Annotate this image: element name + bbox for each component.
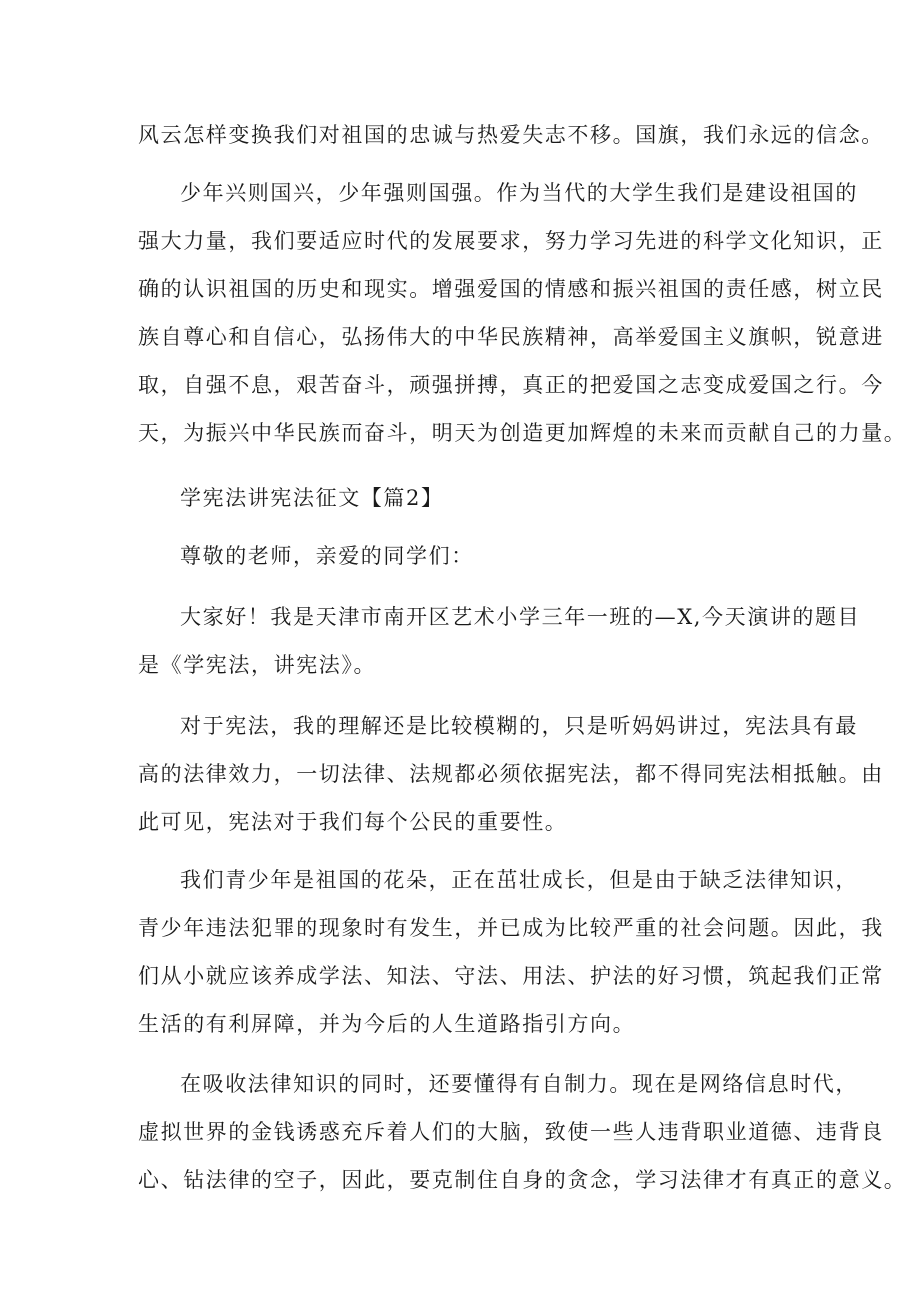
text-line: 尊敬的老师，亲爱的同学们： bbox=[180, 544, 474, 568]
text-line: 天，为振兴中华民族而奋斗，明天为创造更加辉煌的未来而贡献自己的力量。 bbox=[138, 421, 907, 445]
text-line: 此可见，宪法对于我们每个公民的重要性。 bbox=[138, 810, 568, 834]
heading-text: 学宪法讲宪法征文【篇2】 bbox=[180, 486, 444, 510]
text-line: 是《学宪法，讲宪法》。 bbox=[138, 653, 377, 677]
paragraph-constitution bbox=[138, 702, 884, 846]
text-line: 确的认识祖国的历史和现实。增强爱国的情感和振兴祖国的责任感，树立民 bbox=[138, 277, 884, 301]
salutation bbox=[138, 532, 802, 580]
text-line: 族自尊心和自信心，弘扬伟大的中华民族精神，高举爱国主义旗帜，锐意进 bbox=[138, 325, 884, 349]
text-line: 高的法律效力，一切法律、法规都必须依据宪法，都不得同宪法相抵触。由 bbox=[138, 762, 884, 786]
text-line: 心、钻法律的空子，因此，要克制住自身的贪念，学习法律才有真正的意义。 bbox=[138, 1168, 907, 1192]
paragraph-youth bbox=[138, 856, 884, 1048]
text-line: 们从小就应该养成学法、知法、守法、用法、护法的好习惯，筑起我们正常 bbox=[138, 964, 884, 988]
section-heading bbox=[138, 474, 802, 522]
text-line: 对于宪法，我的理解还是比较模糊的，只是听妈妈讲过，宪法具有最 bbox=[180, 714, 858, 738]
text-line: 大家好！我是天津市南开区艺术小学三年一班的—X,今天演讲的题目 bbox=[180, 605, 861, 629]
text-line: 强大力量，我们要适应时代的发展要求，努力学习先进的科学文化知识，正 bbox=[138, 229, 884, 253]
paragraph-self-control bbox=[138, 1060, 907, 1204]
text-line: 少年兴则国兴，少年强则国强。作为当代的大学生我们是建设祖国的 bbox=[180, 181, 858, 205]
text-line: 虚拟世界的金钱诱惑充斥着人们的大脑，致使一些人违背职业道德、违背良 bbox=[138, 1120, 884, 1144]
text-line: 取，自强不息，艰苦奋斗，顽强拼搏，真正的把爱国之志变成爱国之行。今 bbox=[138, 373, 884, 397]
text-line: 风云怎样变换我们对祖国的忠诚与热爱失志不移。国旗，我们永远的信念。 bbox=[138, 123, 884, 147]
paragraph-1 bbox=[138, 111, 884, 159]
paragraph-greeting bbox=[138, 593, 861, 689]
text-line: 我们青少年是祖国的花朵，正在茁壮成长，但是由于缺乏法律知识， bbox=[180, 868, 858, 892]
text-line: 在吸收法律知识的同时，还要懂得有自制力。现在是网络信息时代， bbox=[180, 1072, 858, 1096]
paragraph-2 bbox=[138, 169, 907, 457]
text-line: 青少年违法犯罪的现象时有发生，并已成为比较严重的社会问题。因此，我 bbox=[138, 916, 884, 940]
text-line: 生活的有利屏障，并为今后的人生道路指引方向。 bbox=[138, 1012, 636, 1036]
